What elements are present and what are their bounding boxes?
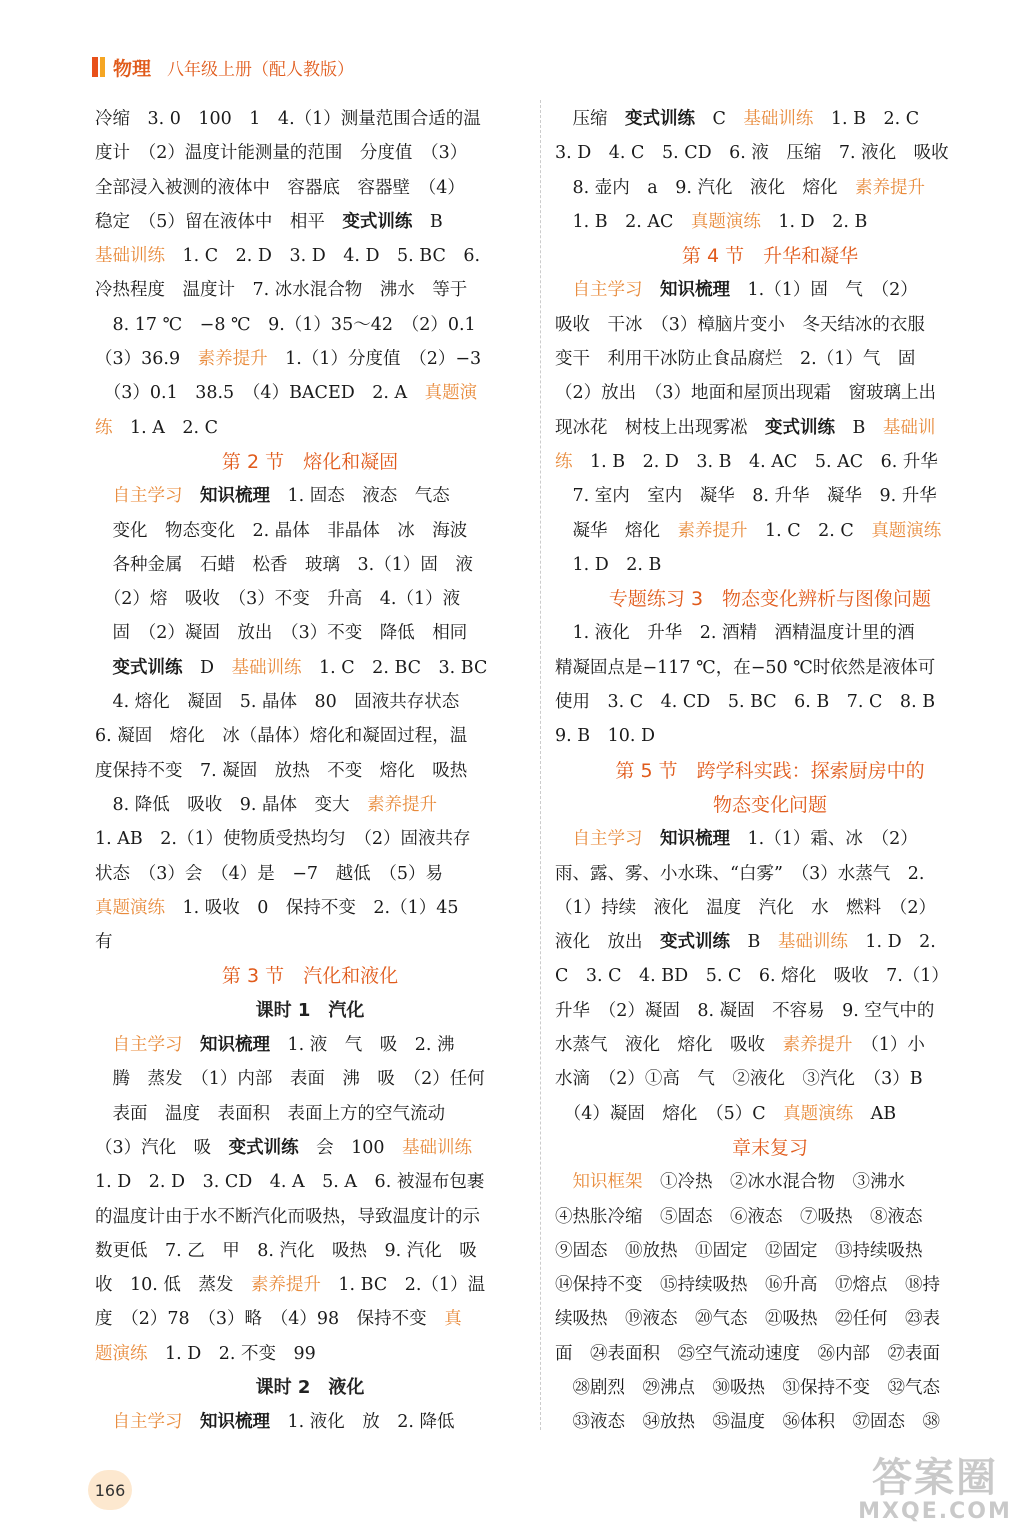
section-tag: 真题演练	[690, 211, 761, 232]
answer-text: 4. 熔化 凝固 5. 晶体 80 固液共存状态	[95, 692, 460, 713]
answer-text: ①冷热 ②冰水混合物 ③沸水	[642, 1172, 905, 1193]
answer-text: 1. 液 气 吸 2. 沸	[270, 1035, 455, 1056]
answer-text: 1. 液化 升华 2. 酒精 酒精温度计里的酒	[555, 623, 915, 644]
header-subject: 物理	[113, 57, 152, 80]
answer-text: （4）凝固 熔化 （5）C	[555, 1103, 784, 1124]
answer-text: 液化 放出	[555, 932, 660, 953]
page-header	[92, 52, 354, 82]
answer-line	[555, 1371, 985, 1405]
answer-text: （3）36.9	[95, 349, 198, 370]
answer-line	[555, 1302, 985, 1336]
answer-text: 1. D 2. 不变 99	[147, 1343, 316, 1364]
answer-line	[95, 171, 525, 205]
answer-text: 1. AB 2.（1）使物质受热均匀 （2）固液共存	[95, 829, 471, 850]
answer-line	[555, 1165, 985, 1199]
answer-line	[555, 205, 985, 239]
answer-line	[555, 411, 985, 445]
answer-text: 压缩	[555, 109, 625, 129]
answer-text: B	[412, 211, 443, 232]
section-tag: 自主学习	[555, 280, 643, 301]
answer-line	[95, 102, 525, 136]
answer-line	[95, 719, 525, 753]
answer-line	[95, 548, 525, 582]
answer-line	[555, 514, 985, 548]
answer-line	[555, 994, 985, 1028]
answer-text: 8. 17 ℃ −8 ℃ 9.（1）35～42 （2）0.1	[95, 314, 476, 335]
answer-line	[95, 925, 525, 959]
answer-line	[555, 479, 985, 513]
answer-line	[95, 1268, 525, 1302]
answer-line	[555, 1131, 985, 1165]
bold-tag: 变式训练	[342, 211, 413, 232]
answer-line	[95, 582, 525, 616]
answer-line	[95, 342, 525, 376]
answer-text	[183, 486, 201, 506]
answer-line	[95, 1028, 525, 1062]
answer-text: 9. B 10. D	[555, 726, 656, 747]
section-tag: 知识框架	[555, 1172, 643, 1193]
answer-text: C	[695, 109, 744, 129]
section-tag: 自主学习	[95, 486, 183, 507]
answer-text: 各种金属 石蜡 松香 玻璃 3.（1）固 液	[95, 554, 473, 575]
answer-text: 水蒸气 液化 熔化 吸收	[555, 1035, 783, 1056]
answer-line	[555, 685, 985, 719]
section-tag: 素养提升	[854, 177, 925, 198]
watermark-bottom: MXQE.COM	[858, 1499, 1012, 1524]
answer-text: 水滴 （2）①高 气 ②液化 ③汽化 （3）B	[555, 1069, 923, 1090]
answer-line	[555, 822, 985, 856]
answer-line	[95, 445, 525, 479]
answer-text: 1. B 2. C	[813, 109, 920, 129]
answer-line	[555, 1200, 985, 1234]
bold-tag: 变式训练	[625, 109, 695, 129]
answer-text: 凝华 熔化	[555, 520, 678, 541]
section-title: 物态变化问题	[712, 793, 827, 816]
lesson-title: 课时 1 汽化	[255, 999, 365, 1021]
answer-line	[555, 102, 985, 136]
answer-line	[555, 1062, 985, 1096]
answer-text: 1. C 2. BC 3. BC	[301, 657, 488, 678]
answer-text: 1. BC 2.（1）温	[320, 1275, 486, 1296]
answer-text: 的温度计由于水不断汽化而吸热，导致温度计的示	[95, 1206, 480, 1227]
answer-line	[555, 959, 985, 993]
answer-line	[95, 239, 525, 273]
answer-text: B	[835, 417, 883, 438]
bold-tag: 变式训练	[228, 1137, 299, 1158]
section-tag: 基础训练	[95, 246, 165, 267]
section-title: 第 4 节 升华和凝华	[681, 245, 859, 268]
answer-line	[555, 891, 985, 925]
answer-text: ⑭保持不变 ⑮持续吸热 ⑯升高 ⑰熔点 ⑱持	[555, 1275, 940, 1296]
bold-tag: 知识梳理	[200, 1035, 270, 1056]
answer-text	[183, 1035, 201, 1055]
section-title: 第 2 节 熔化和凝固	[221, 450, 399, 473]
answer-text: 有	[95, 932, 113, 953]
answer-line	[95, 754, 525, 788]
answer-line	[555, 239, 985, 273]
answer-text: 1.（1）固 气 （2）	[730, 280, 918, 301]
header-bar-accent-icon	[100, 57, 105, 77]
answer-text: （3）0.1 38.5 （4）BACED 2. A	[95, 383, 425, 404]
section-tag: 自主学习	[95, 1412, 183, 1433]
answer-line	[95, 651, 525, 685]
right-column	[555, 102, 985, 1440]
answer-text	[95, 658, 113, 678]
answer-text: 1. D 2. B	[555, 554, 662, 575]
answer-text	[183, 1412, 201, 1432]
answer-text: 8. 壶内 a 9. 汽化 液化 熔化	[555, 177, 855, 198]
bold-tag: 知识梳理	[200, 486, 270, 507]
answer-line	[95, 514, 525, 548]
answer-text: 面 ㉔表面积 ㉕空气流动速度 ㉖内部 ㉗表面	[555, 1343, 940, 1364]
answer-text: 1.（1）分度值 （2）−3	[267, 349, 482, 370]
header-bar-icon	[92, 57, 98, 77]
answer-text: 数更低 7. 乙 甲 8. 汽化 吸热 9. 汽化 吸	[95, 1240, 477, 1261]
answer-text: 1. 液化 放 2. 降低	[270, 1412, 455, 1433]
section-tag: 基础训练	[743, 109, 814, 129]
answer-line	[555, 376, 985, 410]
answer-line	[95, 788, 525, 822]
answer-line	[555, 136, 985, 170]
answer-text: 固 （2）凝固 放出 （3）不变 降低 相同	[95, 623, 468, 644]
answer-line	[555, 925, 985, 959]
section-tag: 自主学习	[555, 829, 643, 850]
bold-tag: 知识梳理	[660, 829, 730, 850]
answer-text: 稳定 （5）留在液体中 相平	[95, 211, 343, 232]
answer-line	[555, 719, 985, 753]
answer-text: 表面 温度 表面积 表面上方的空气流动	[95, 1103, 445, 1124]
answer-line	[95, 994, 525, 1028]
answer-text: ㉘剧烈 ㉙沸点 ㉚吸热 ㉛保持不变 ㉜气态	[555, 1377, 940, 1398]
bold-tag: 变式训练	[112, 657, 183, 678]
watermark-logo	[855, 1456, 1015, 1526]
section-tag: 真题演练	[783, 1103, 854, 1124]
answer-line	[95, 479, 525, 513]
answer-text: （2）熔 吸收 （3）不变 升高 4.（1）液	[95, 589, 461, 610]
answer-text: 会 100	[298, 1137, 403, 1158]
answer-line	[555, 548, 985, 582]
answer-text: 冷热程度 温度计 7. 冰水混合物 沸水 等于	[95, 280, 468, 301]
section-tag: 素养提升	[367, 794, 438, 815]
answer-line	[555, 308, 985, 342]
answer-text: AB	[853, 1103, 897, 1124]
answer-text: 状态 （3）会 （4）是 −7 越低 （5）易	[95, 863, 443, 884]
answer-text: 1. A 2. C	[112, 417, 219, 438]
answer-text: D	[182, 657, 232, 678]
bold-tag: 知识梳理	[200, 1412, 270, 1433]
column-divider	[540, 100, 541, 1430]
section-tag: 基础训	[882, 417, 936, 438]
answer-line	[95, 1234, 525, 1268]
answer-line	[555, 342, 985, 376]
section-title: 第 3 节 汽化和液化	[221, 965, 399, 988]
answer-line	[555, 582, 985, 616]
answer-line	[555, 1405, 985, 1439]
section-tag: 素养提升	[677, 520, 748, 541]
answer-line	[95, 1097, 525, 1131]
answer-text: 雨、露、雾、小水珠、“白雾” （3）水蒸气 2.	[555, 863, 925, 884]
answer-text: （3）汽化 吸	[95, 1137, 229, 1158]
answer-line	[95, 136, 525, 170]
answer-line	[95, 205, 525, 239]
answer-line	[95, 1337, 525, 1371]
section-tag: 基础训练	[777, 932, 848, 953]
section-tag: 基础训练	[402, 1137, 473, 1158]
answer-text: ④热胀冷缩 ⑤固态 ⑥液态 ⑦吸热 ⑧液态	[555, 1206, 923, 1227]
answer-line	[555, 788, 985, 822]
section-tag: 真	[444, 1309, 462, 1330]
answer-text: B	[730, 932, 778, 953]
answer-line	[555, 1234, 985, 1268]
section-tag: 练	[95, 417, 113, 438]
answer-text: 变干 利用干冰防止食品腐烂 2.（1）气 固	[555, 349, 916, 370]
answer-text: 冷缩 3. 0 100 1 4.（1）测量范围合适的温	[95, 109, 481, 129]
answer-text: 1. 固态 液态 气态	[270, 486, 450, 507]
answer-line	[555, 1028, 985, 1062]
answer-line	[95, 1405, 525, 1439]
answer-text: 7. 室内 室内 凝华 8. 升华 凝华 9. 升华	[555, 486, 937, 507]
answer-line	[555, 754, 985, 788]
answer-text: C 3. C 4. BD 5. C 6. 熔化 吸收 7.（1）	[555, 966, 949, 987]
answer-text: 续吸热 ⑲液态 ⑳气态 ㉑吸热 ㉒任何 ㉓表	[555, 1309, 940, 1330]
answer-text: 1.（1）霜、冰 （2）	[730, 829, 918, 850]
answer-text: 3. D 4. C 5. CD 6. 液 压缩 7. 液化 吸收	[555, 143, 949, 164]
answer-line	[555, 1268, 985, 1302]
answer-line	[95, 891, 525, 925]
answer-line	[555, 1097, 985, 1131]
answer-text: 变化 物态变化 2. 晶体 非晶体 冰 海波	[95, 520, 468, 541]
answer-line	[95, 1302, 525, 1336]
answer-text: 1. B 2. D 3. B 4. AC 5. AC 6. 升华	[572, 451, 938, 472]
answer-line	[95, 1200, 525, 1234]
answer-line	[95, 959, 525, 993]
answer-line	[555, 273, 985, 307]
section-title: 专题练习 3 物态变化辨析与图像问题	[608, 588, 932, 611]
answer-text: 度 （2）78 （3）略 （4）98 保持不变	[95, 1309, 445, 1330]
answer-line	[95, 1165, 525, 1199]
answer-text: 1. C 2. D 3. D 4. D 5. BC 6.	[165, 246, 481, 267]
answer-text: 度计 （2）温度计能测量的范围 分度值 （3）	[95, 143, 468, 164]
lesson-title: 课时 2 液化	[255, 1376, 365, 1398]
section-tag: 素养提升	[197, 349, 268, 370]
answer-text: 全部浸入被测的液体中 容器底 容器壁 （4）	[95, 177, 465, 198]
answer-text: （2）放出 （3）地面和屋顶出现霜 窗玻璃上出	[555, 383, 937, 404]
answer-line	[555, 857, 985, 891]
answer-line	[95, 308, 525, 342]
answer-text: ⑨固态 ⑩放热 ⑪固定 ⑫固定 ⑬持续吸热	[555, 1240, 923, 1261]
answer-line	[95, 1062, 525, 1096]
answer-line	[95, 376, 525, 410]
answer-text: 腾 蒸发 （1）内部 表面 沸 吸 （2）任何	[95, 1069, 485, 1090]
answer-text: （1）小	[852, 1035, 925, 1056]
answer-line	[95, 1131, 525, 1165]
answer-line	[555, 616, 985, 650]
header-grade: 八年级上册（配人教版）	[167, 59, 355, 80]
answer-line	[95, 685, 525, 719]
answer-text: 现冰花 树枝上出现雾凇	[555, 417, 765, 438]
answer-text: 1. D 2. D 3. CD 4. A 5. A 6. 被湿布包裹	[95, 1172, 485, 1193]
bold-tag: 知识梳理	[660, 280, 730, 301]
answer-line	[95, 822, 525, 856]
watermark-top: 答案圈	[872, 1455, 998, 1501]
answer-text: 1. D 2. B	[760, 211, 868, 232]
answer-line	[95, 1371, 525, 1405]
section-tag: 素养提升	[782, 1035, 853, 1056]
bold-tag: 变式训练	[660, 932, 730, 953]
answer-text: 1. C 2. C	[747, 520, 872, 541]
answer-text: ㉝液态 ㉞放热 ㉟温度 ㊱体积 ㊲固态 ㊳	[555, 1412, 940, 1433]
section-tag: 自主学习	[95, 1035, 183, 1056]
answer-text: 使用 3. C 4. CD 5. BC 6. B 7. C 8. B	[555, 692, 936, 713]
answer-text	[643, 280, 661, 300]
section-tag: 练	[555, 451, 573, 472]
answer-text	[643, 829, 661, 849]
answer-line	[95, 616, 525, 650]
section-tag: 真题演	[424, 383, 478, 404]
answer-text: 升华 （2）凝固 8. 凝固 不容易 9. 空气中的	[555, 1000, 935, 1021]
answer-line	[555, 171, 985, 205]
page-number: 166	[88, 1470, 132, 1510]
section-tag: 素养提升	[250, 1275, 321, 1296]
answer-line	[95, 857, 525, 891]
answer-text: 1. B 2. AC	[555, 211, 691, 232]
answer-line	[95, 273, 525, 307]
answer-line	[555, 651, 985, 685]
section-tag: 真题演练	[95, 897, 165, 918]
answer-text: 8. 降低 吸收 9. 晶体 变大	[95, 794, 368, 815]
bold-tag: 变式训练	[765, 417, 835, 438]
section-title: 第 5 节 跨学科实践：探索厨房中的	[615, 759, 925, 782]
section-tag: 题演练	[95, 1343, 148, 1364]
left-column	[95, 102, 525, 1440]
answer-text: 度保持不变 7. 凝固 放热 不变 熔化 吸热	[95, 760, 468, 781]
section-title: 章末复习	[731, 1136, 808, 1159]
answer-text: 1. D 2.	[847, 932, 936, 953]
answer-text: 吸收 干冰 （3）樟脑片变小 冬天结冰的衣服	[555, 314, 925, 335]
answer-text: （1）持续 液化 温度 汽化 水 燃料 （2）	[555, 897, 937, 918]
answer-text: 6. 凝固 熔化 冰（晶体）熔化和凝固过程，温	[95, 726, 468, 747]
answer-line	[555, 1337, 985, 1371]
answer-line	[555, 445, 985, 479]
answer-text: 1. 吸收 0 保持不变 2.（1）45	[165, 897, 459, 918]
answer-line	[95, 411, 525, 445]
answer-text: 精凝固点是−117 ℃，在−50 ℃时依然是液体可	[555, 657, 936, 678]
answer-text: 收 10. 低 蒸发	[95, 1275, 251, 1296]
section-tag: 基础训练	[231, 657, 302, 678]
section-tag: 真题演练	[871, 520, 942, 541]
